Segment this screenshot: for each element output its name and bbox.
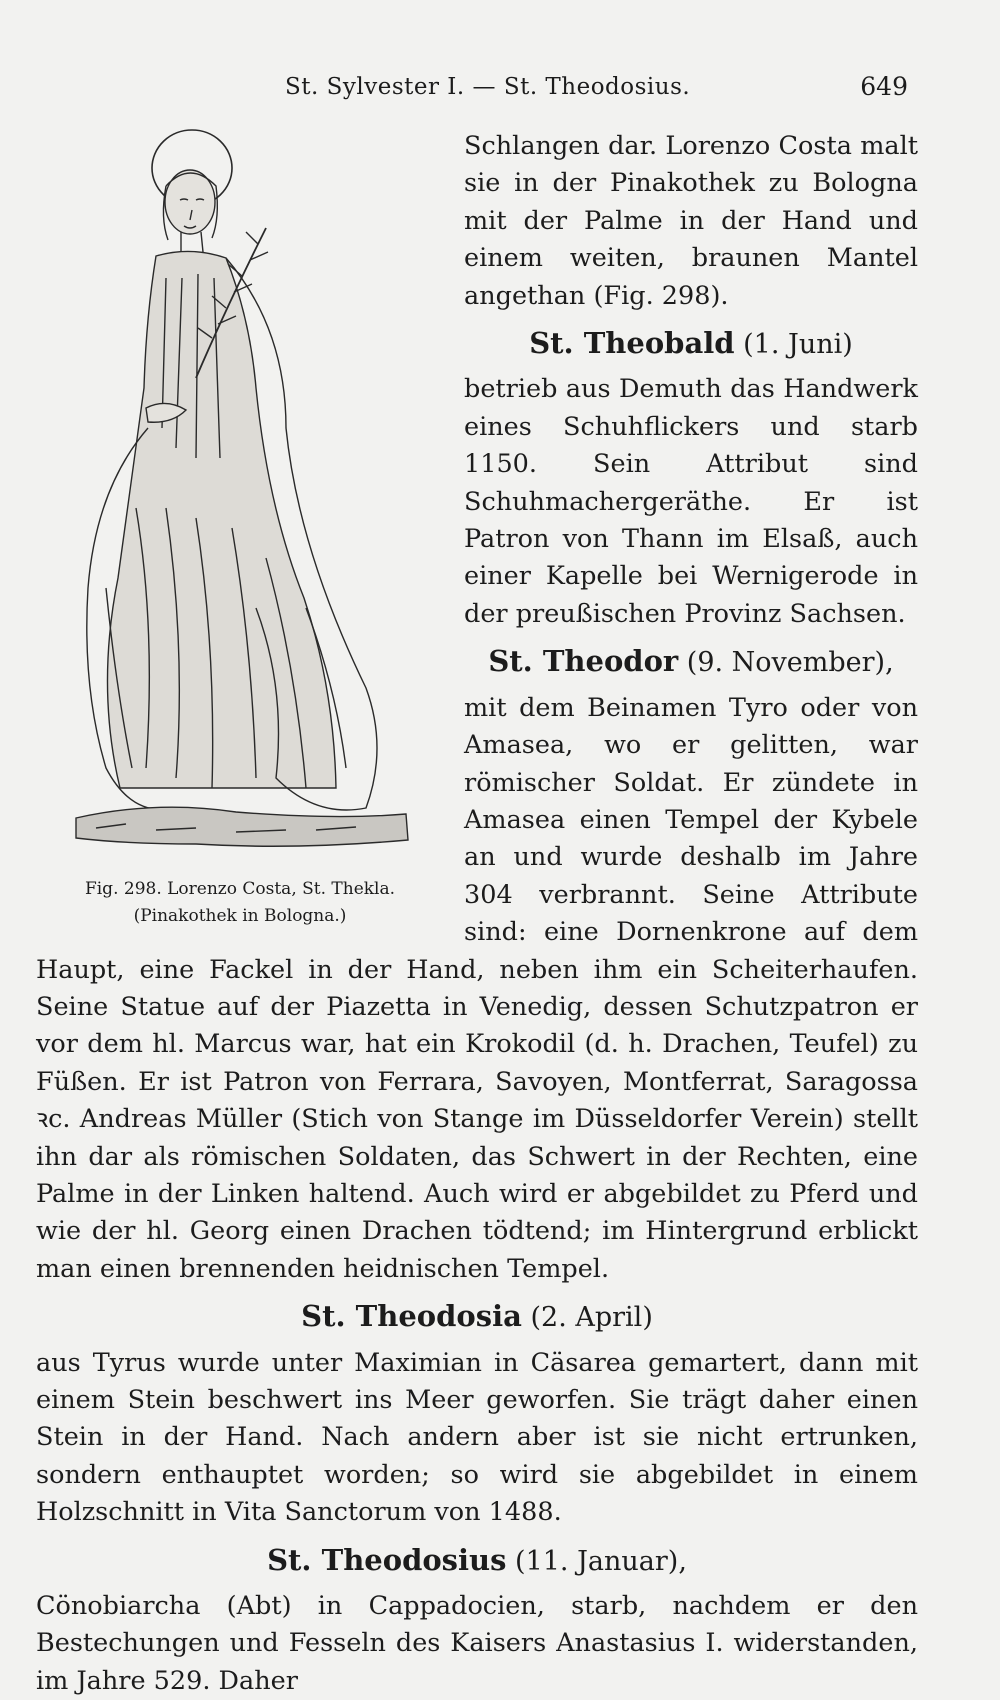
figure-caption [50, 876, 430, 930]
saint-name-theodosia: St. Theodosia [301, 1299, 522, 1334]
caption-line-1: Fig. 298. Lorenzo Costa, St. Thekla. [84, 879, 396, 899]
running-head: St. Sylvester I. — St. Theodosius. [285, 74, 691, 100]
saint-name-theodosius: St. Theodosius [267, 1542, 507, 1577]
feast-date-theodosius: (11. Januar), [515, 1545, 687, 1577]
theodosia-paragraph: aus Tyrus wurde unter Maximian in Cäsarea gemartert, dann mit einem Stein beschwert ins Meer geworfen. Sie trägt daher einen Stein in der Hand. Nach andern aber ist sie nicht ertrunken, sondern enthauptet worden; so wird sie abgebildet in einem Holzschnitt in Vita Sanctorum von 1488. [36, 1347, 918, 1528]
heading-theodosia [36, 1298, 918, 1336]
page-number: 649 [860, 72, 908, 101]
body-text [36, 128, 918, 1700]
page-header [0, 70, 1000, 110]
saint-thekla-engraving [36, 128, 428, 868]
theodor-paragraph: mit dem Beinamen Tyro oder von Amasea, wo er gelitten, war römischer Soldat. Er zündete in Amasea einen Tempel der Kybele an und wurde deshalb im Jahre 304 verbrannt. Seine Attribute sind: eine Dornenkrone auf dem Haupt, eine Fackel in der Hand, neben ihm ein Scheiterhaufen. Seine Statue auf der Piazetta in Venedig, dessen Schutzpatron er vor dem hl. Marcus war, hat ein Krokodil (d. h. Drachen, Teufel) zu Füßen. Er ist Patron von Ferrara, Savoyen, Montferrat, Saragossa ꝛc. Andreas Müller (Stich von Stange im Düsseldorfer Verein) stellt ihn dar als römischen Soldaten, das Schwert in der Rechten, eine Palme in der Linken haltend. Auch wird er abgebildet zu Pferd und wie der hl. Georg einen Drachen tödtend; im Hintergrund erblickt man einen brennenden heidnischen Tempel. [36, 692, 918, 1284]
theobald-paragraph: betrieb aus Demuth das Handwerk eines Schuhflickers und starb 1150. Sein Attribut sind Schuhmachergeräthe. Er ist Patron von Thann im Elsaß, auch einer Kapelle bei Wernigerode in der preußischen Provinz Sachsen. [464, 374, 918, 629]
feast-date-theobald: (1. Juni) [743, 329, 853, 361]
feast-date-theodor: (9. November), [686, 647, 894, 679]
heading-theodosius [36, 1542, 918, 1580]
feast-date-theodosia: (2. April) [530, 1302, 653, 1334]
saint-name-theobald: St. Theobald [529, 326, 735, 361]
intro-paragraph: Schlangen dar. Lorenzo Costa malt sie in der Pinakothek zu Bologna mit der Palme in der Hand und einem weiten, braunen Mantel angethan (Fig. 298). [464, 131, 918, 311]
saint-name-theodor: St. Theodor [488, 644, 679, 679]
figure-298 [36, 128, 428, 940]
theodosius-paragraph: Cönobiarcha (Abt) in Cappadocien, starb, nachdem er den Bestechungen und Fesseln des Kaisers Anastasius I. widerstanden, im Jahre 529. Daher [36, 1591, 918, 1696]
caption-line-2: (Pinakothek in Bologna.) [133, 906, 347, 926]
